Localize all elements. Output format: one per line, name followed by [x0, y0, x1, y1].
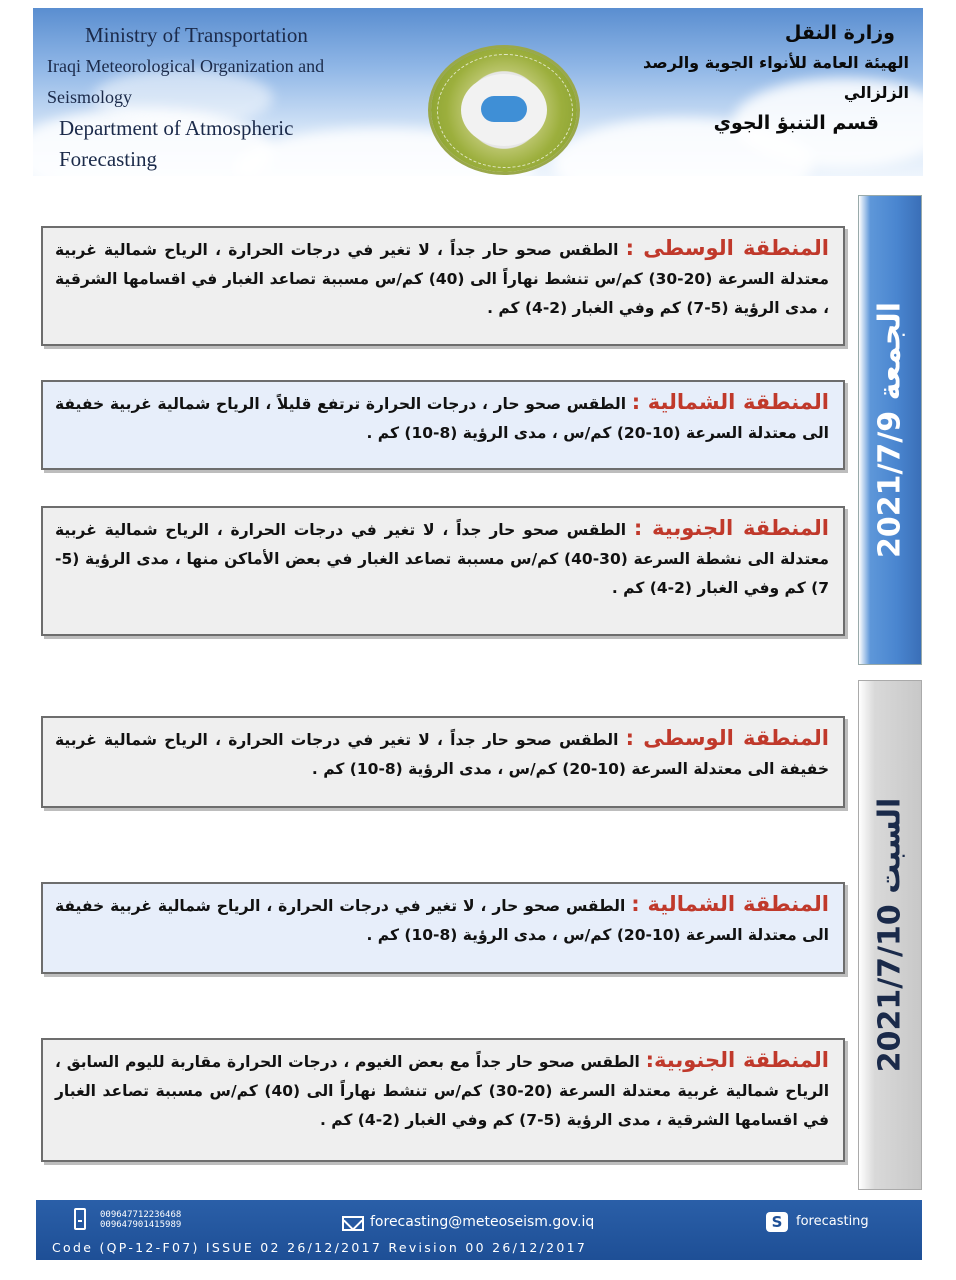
day-tab-saturday	[858, 680, 922, 1190]
ministry-name-en: Ministry of Transportation	[85, 23, 308, 47]
forecast-text: الطقس صحو حار ، لا تغير في درجات الحرارة ، الرياح شمالية غربية خفيفة الى معتدلة السرعة (10-20) كم/س ، مدى الرؤية (8-10) كم .	[55, 897, 829, 944]
organization-name-ar: الهيئة العامة للأنواء الجوية والرصد الزلزالي	[643, 53, 909, 102]
document-code: Code (QP-12-F07) ISSUE 02 26/12/2017 Revision 00 26/12/2017	[52, 1240, 588, 1255]
forecast-text: الطقس صحو حار جداً ، لا تغير في درجات الحرارة ، الرياح شمالية غربية معتدلة الى نشطة السرعة (30-40) كم/س مسببة تصاعد الغبار في بعض الأماكن منها ، مدى الرؤية (5-7) كم وفي الغبار (2-4) كم .	[55, 521, 829, 597]
forecast-text: الطقس صحو حار جداً ، لا تغير في درجات الحرارة ، الرياح شمالية غربية خفيفة الى معتدلة السرعة (10-20) كم/س ، مدى الرؤية (8-10) كم .	[55, 731, 829, 778]
region-title: المنطقة الشمالية :	[631, 390, 829, 414]
forecast-box-central-day2	[41, 716, 845, 808]
contact-email[interactable]: forecasting@meteoseism.gov.iq	[370, 1214, 595, 1230]
region-title: المنطقة الجنوبية :	[633, 516, 829, 540]
skype-icon: S	[766, 1212, 788, 1232]
region-title: المنطقة الشمالية :	[631, 892, 830, 916]
forecast-text: الطقس صحو حار جداً مع بعض الغيوم ، درجات الحرارة مقاربة لليوم السابق ، الرياح شمالية غربية معتدلة السرعة (20-30) كم/س تنشط نهاراً الى (40) كم/س مسببة تصاعد الغبار في اقسامها الشرقية ، مدى الرؤية (5-7) كم وفي الغبار (2-4) كم .	[55, 1053, 830, 1129]
region-title: المنطقة الوسطى :	[625, 726, 829, 750]
phone-numbers	[100, 1210, 181, 1230]
forecast-box-central-day1	[41, 226, 845, 346]
forecast-text: الطقس صحو حار جداً ، لا تغير في درجات الحرارة ، الرياح شمالية غربية معتدلة السرعة (20-30) كم/س تنشط نهاراً الى (40) كم/س مسببة تصاعد الغبار في اقسامها الشرقية ، مدى الرؤية (5-7) كم وفي الغبار (2-4) كم .	[55, 241, 829, 317]
forecast-box-north-day2	[41, 882, 845, 974]
phone-number-2: 009647901415989	[100, 1220, 182, 1230]
header-arabic	[609, 18, 909, 138]
organization-name-en: Iraqi Meteorological Organization and Seismology	[47, 56, 325, 107]
region-title: المنطقة الجنوبية:	[645, 1048, 829, 1072]
cloud-icon	[481, 96, 527, 122]
region-title: المنطقة الوسطى :	[625, 236, 829, 260]
mail-icon	[342, 1216, 364, 1231]
day-label: السبت 2021/7/10	[872, 797, 908, 1073]
forecast-box-south-day2	[41, 1038, 845, 1162]
day-tab-friday	[858, 195, 922, 665]
department-name-ar: قسم التنبؤ الجوي	[713, 112, 879, 134]
phone-number-1: 009647712236468	[100, 1210, 182, 1220]
phone-icon	[74, 1208, 86, 1230]
header-english	[47, 20, 377, 175]
ministry-name-ar: وزارة النقل	[784, 22, 895, 44]
department-name-en: Department of Atmospheric Forecasting	[59, 116, 294, 171]
footer-bar	[36, 1200, 922, 1260]
day-label: الجمعة 2021/7/9	[872, 301, 908, 559]
forecast-box-south-day1	[41, 506, 845, 636]
skype-handle[interactable]: forecasting	[796, 1214, 869, 1229]
organization-logo	[431, 48, 577, 172]
forecast-box-north-day1	[41, 380, 845, 470]
forecast-text: الطقس صحو حار ، درجات الحرارة ترتفع قليلاً ، الرياح شمالية غربية خفيفة الى معتدلة السرعة (10-20) كم/س ، مدى الرؤية (8-10) كم .	[55, 395, 829, 442]
header-banner	[33, 8, 923, 176]
